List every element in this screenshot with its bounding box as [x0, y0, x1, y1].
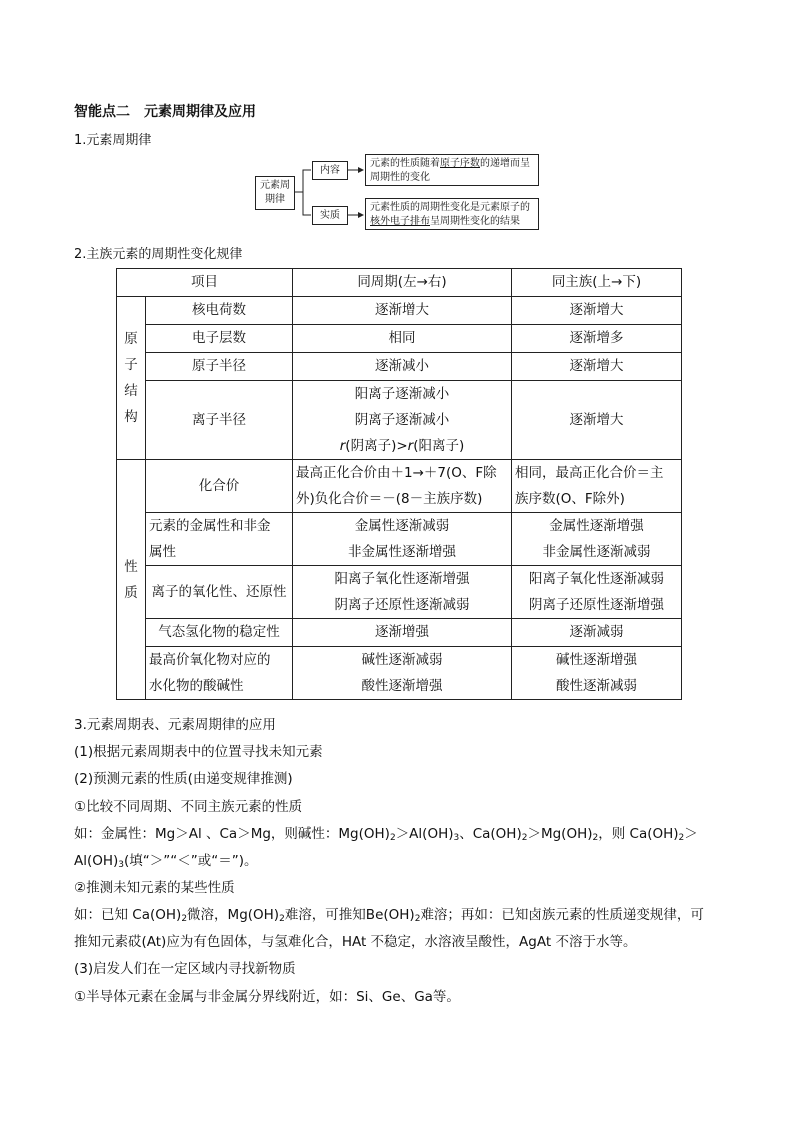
cell-line: 酸性逐渐增强	[361, 678, 443, 694]
cell-group	[512, 566, 682, 619]
cat-char: 质	[124, 584, 138, 601]
diagram-root-box	[255, 176, 295, 210]
example-line	[74, 822, 698, 843]
cell-line: 金属性逐渐减弱	[354, 518, 450, 534]
paragraph: (1)根据元素周期表中的位置寻找未知元素	[74, 744, 323, 760]
cell-item	[146, 513, 293, 566]
cell-group: 逐渐增多	[512, 325, 682, 353]
cell-line: 最高正化合价由＋1→＋7(O、F除	[296, 465, 497, 481]
cell-line: 最高价氧化物对应的	[149, 652, 271, 668]
table-row	[117, 297, 682, 325]
table-row	[117, 647, 682, 700]
header-item: 项目	[117, 269, 293, 297]
paragraph: ①比较不同周期、不同主族元素的性质	[74, 799, 303, 815]
cell-period: 逐渐增大	[293, 297, 512, 325]
cell-line: 阳离子逐渐减小	[354, 386, 450, 402]
desc-content-line2: 周期性的变化	[370, 172, 430, 183]
paragraph: ②推测未知元素的某些性质	[74, 880, 235, 896]
cell-item: 原子半径	[146, 353, 293, 381]
text-part: (阴离子)>	[345, 438, 408, 454]
text-part: 如：已知 Ca(OH)	[74, 907, 182, 923]
section1-title: 1.元素周期律	[74, 133, 152, 148]
subscript: 2	[521, 833, 528, 843]
paragraph: (3)启发人们在一定区域内寻找新物质	[74, 961, 296, 977]
table-row	[117, 353, 682, 381]
desc-essence-underline: 核外电子排布	[370, 216, 430, 227]
section2-title: 2.主族元素的周期性变化规律	[74, 247, 243, 262]
text-part: (填“＞”“＜”或“＝”)。	[124, 853, 258, 869]
cell-group	[512, 647, 682, 700]
cell-period	[293, 513, 512, 566]
text-part: 微溶，Mg(OH)	[187, 907, 280, 923]
cell-line: 碱性逐渐减弱	[361, 652, 443, 668]
cat-char: 构	[124, 409, 138, 425]
cell-line: 属性	[149, 544, 176, 560]
example-line	[74, 849, 258, 870]
cell-period: 相同	[293, 325, 512, 353]
cell-line: 非金属性逐渐增强	[348, 544, 456, 560]
cell-line: 相同，最高正化合价＝主	[515, 465, 664, 481]
periodic-trends-table	[116, 268, 682, 700]
cell-group	[512, 460, 682, 513]
table-header-row	[117, 269, 682, 297]
header-period: 同周期(左→右)	[293, 269, 512, 297]
cell-item: 气态氢化物的稳定性	[146, 619, 293, 647]
subscript: 2	[678, 833, 685, 843]
cell-line: 阳离子氧化性逐渐增强	[334, 571, 470, 587]
diagram-root-line2: 期律	[265, 194, 285, 205]
cell-period	[293, 647, 512, 700]
cell-line: 阴离子还原性逐渐减弱	[334, 597, 470, 613]
subscript: 2	[592, 833, 599, 843]
cell-group: 逐渐增大	[512, 353, 682, 381]
cell-period: 逐渐减小	[293, 353, 512, 381]
cell-group	[512, 513, 682, 566]
text-part: 、Ca(OH)	[459, 826, 522, 842]
table-row	[117, 325, 682, 353]
heading-title: 元素周期律及应用	[144, 104, 256, 120]
desc-content-underline: 原子序数	[440, 158, 480, 169]
desc-content-pre: 元素的性质随着	[370, 158, 440, 169]
cell-item: 化合价	[146, 460, 293, 513]
cell-group: 逐渐增大	[512, 297, 682, 325]
cell-line: 阴离子还原性逐渐增强	[529, 597, 664, 613]
cell-line: 外)负化合价＝－(8－主族序数)	[296, 491, 483, 507]
cat-char: 结	[124, 383, 138, 399]
cell-line: 阳离子氧化性逐渐减弱	[529, 571, 664, 587]
table-row	[117, 381, 682, 460]
cell-line: 非金属性逐渐减弱	[542, 544, 651, 560]
cell-period	[293, 381, 512, 460]
cell-group: 逐渐减弱	[512, 619, 682, 647]
text-part: (阳离子)	[413, 438, 465, 454]
text-part: ＞	[684, 826, 698, 842]
text-part: 如：金属性：Mg＞Al 、Ca＞Mg，则碱性：Mg(OH)	[74, 826, 390, 842]
text-part: 难溶，可推知Be(OH)	[284, 907, 415, 923]
diagram-node-essence: 实质	[312, 206, 348, 225]
table-row	[117, 513, 682, 566]
cell-line: 阴离子逐渐减小	[354, 412, 450, 428]
cell-line: 族序数(O、F除外)	[515, 491, 625, 507]
table-row	[117, 619, 682, 647]
cell-item: 离子半径	[146, 381, 293, 460]
diagram-desc-content	[365, 154, 539, 186]
text-part: ＞Mg(OH)	[527, 826, 593, 842]
cell-period	[293, 460, 512, 513]
cell-line: 元素的金属性和非金	[149, 518, 271, 534]
subscript: 2	[279, 914, 285, 924]
section3-title: 3.元素周期表、元素周期律的应用	[74, 717, 276, 733]
example-line: 推知元素砹(At)应为有色固体，与氢难化合，HAt 不稳定，水溶液呈酸性，AgAt 不溶于水等。	[74, 934, 637, 950]
diagram-desc-essence	[365, 198, 539, 230]
cat-char: 原	[124, 331, 138, 347]
subscript: 3	[453, 833, 460, 843]
cell-line: 金属性逐渐增强	[549, 518, 644, 534]
cell-line: 水化物的酸碱性	[149, 678, 244, 694]
desc-essence-line1: 元素性质的周期性变化是元素原子的	[370, 202, 530, 213]
subscript: 2	[181, 914, 188, 924]
heading-number: 智能点二	[74, 104, 130, 120]
table-row	[117, 460, 682, 513]
cell-item: 电子层数	[146, 325, 293, 353]
desc-content-post: 的递增而呈	[480, 158, 530, 169]
italic-r: r	[407, 438, 414, 454]
text-part: ，则 Ca(OH)	[598, 826, 679, 842]
cell-period: 逐渐增强	[293, 619, 512, 647]
diagram-root-line1: 元素周	[260, 180, 290, 191]
text-part: Al(OH)	[74, 853, 119, 869]
desc-essence-post: 呈周期性变化的结果	[430, 216, 520, 227]
subscript: 3	[118, 860, 125, 870]
paragraph: ①半导体元素在金属与非金属分界线附近，如：Si、Ge、Ga等。	[74, 989, 460, 1005]
cell-group: 逐渐增大	[512, 381, 682, 460]
cell-item: 核电荷数	[146, 297, 293, 325]
paragraph: (2)预测元素的性质(由递变规律推测)	[74, 771, 293, 787]
cat-char: 子	[124, 357, 138, 373]
text-part: 难溶；再如：已知卤族元素的性质递变规律，可	[420, 907, 704, 923]
cell-item	[146, 647, 293, 700]
cell-item: 离子的氧化性、还原性	[146, 566, 293, 619]
group-properties	[117, 460, 146, 700]
cat-char: 性	[124, 558, 138, 575]
subscript: 2	[414, 914, 421, 924]
italic-r: r	[339, 438, 346, 454]
table-row	[117, 566, 682, 619]
subscript: 2	[389, 833, 396, 843]
header-group: 同主族(上→下)	[512, 269, 682, 297]
example-line	[74, 903, 704, 924]
text-part: ＞Al(OH)	[395, 826, 454, 842]
diagram-node-content: 内容	[312, 161, 348, 180]
cell-line: 酸性逐渐减弱	[556, 678, 637, 694]
cell-line	[296, 433, 508, 459]
cell-line: 碱性逐渐增强	[556, 652, 637, 668]
cell-period	[293, 566, 512, 619]
group-atom-structure	[117, 297, 146, 460]
